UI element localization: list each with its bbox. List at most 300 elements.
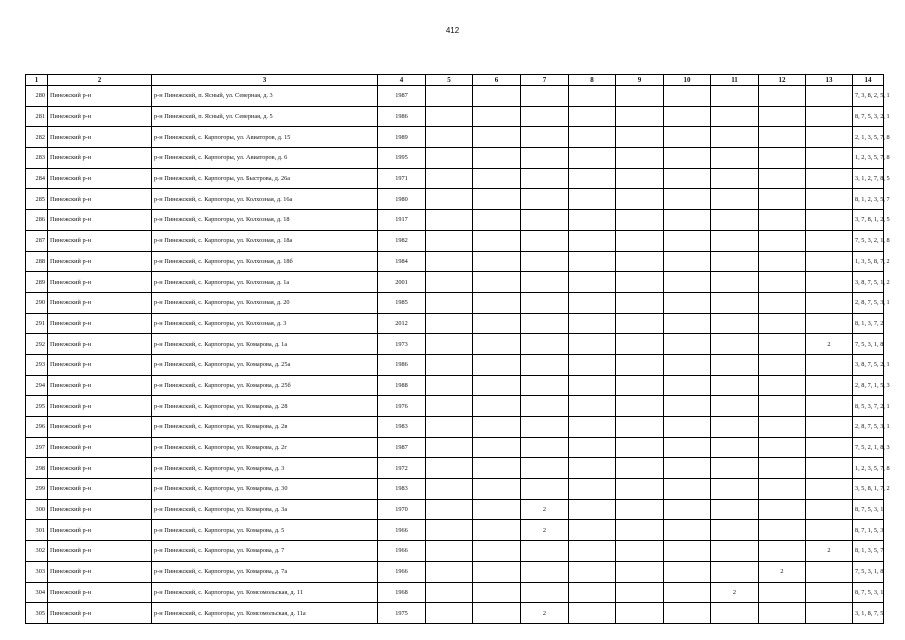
cell-col-5	[426, 520, 473, 541]
cell-col-8	[569, 210, 616, 231]
year-cell: 2012	[378, 313, 426, 334]
cell-col-11	[711, 458, 759, 479]
row-number-cell: 294	[26, 375, 48, 396]
cell-col-13	[806, 499, 853, 520]
cell-col-6	[473, 251, 521, 272]
cell-col-10	[664, 375, 711, 396]
cell-col-12	[759, 520, 806, 541]
cell-col-6	[473, 396, 521, 417]
cell-col-12	[759, 189, 806, 210]
row-number-cell: 284	[26, 168, 48, 189]
cell-col-6	[473, 561, 521, 582]
table-row	[26, 210, 884, 231]
cell-col-12: 2	[759, 561, 806, 582]
cell-col-9	[616, 148, 664, 169]
cell-col-7	[521, 417, 569, 438]
cell-col-11	[711, 230, 759, 251]
row-number-cell: 293	[26, 354, 48, 375]
district-cell: Пинежский р-н	[48, 210, 152, 231]
cell-col-13	[806, 479, 853, 500]
table-row	[26, 334, 884, 355]
cell-col-9	[616, 417, 664, 438]
cell-col-10	[664, 313, 711, 334]
cell-col-7	[521, 561, 569, 582]
table-row	[26, 86, 884, 107]
cell-col-9	[616, 541, 664, 562]
row-number-cell: 287	[26, 230, 48, 251]
cell-col-9	[616, 479, 664, 500]
cell-col-9	[616, 86, 664, 107]
cell-col-10	[664, 499, 711, 520]
cell-col-11	[711, 292, 759, 313]
cell-col-8	[569, 354, 616, 375]
cell-col-10	[664, 230, 711, 251]
cell-col-10	[664, 334, 711, 355]
cell-col-12	[759, 437, 806, 458]
cell-col-7	[521, 479, 569, 500]
row-number-cell: 291	[26, 313, 48, 334]
cell-col-13	[806, 292, 853, 313]
row-number-cell: 280	[26, 86, 48, 107]
cell-col-6	[473, 499, 521, 520]
cell-col-7	[521, 210, 569, 231]
cell-col-5	[426, 603, 473, 624]
district-cell: Пинежский р-н	[48, 375, 152, 396]
codes-cell: 8, 7, 5, 3, 2, 1	[853, 106, 884, 127]
cell-col-5	[426, 86, 473, 107]
cell-col-11	[711, 561, 759, 582]
table-row	[26, 499, 884, 520]
cell-col-9	[616, 437, 664, 458]
cell-col-9	[616, 582, 664, 603]
column-header-14: 14	[853, 75, 884, 86]
cell-col-10	[664, 437, 711, 458]
cell-col-13	[806, 437, 853, 458]
cell-col-7	[521, 437, 569, 458]
cell-col-12	[759, 458, 806, 479]
table-row	[26, 230, 884, 251]
cell-col-8	[569, 541, 616, 562]
cell-col-10	[664, 272, 711, 293]
address-cell: р-н Пинежский, п. Ясный, ул. Северная, д. 3	[152, 86, 378, 107]
cell-col-12	[759, 541, 806, 562]
table-row	[26, 148, 884, 169]
cell-col-7	[521, 148, 569, 169]
table-row	[26, 375, 884, 396]
cell-col-10	[664, 354, 711, 375]
cell-col-8	[569, 251, 616, 272]
cell-col-9	[616, 272, 664, 293]
cell-col-11	[711, 520, 759, 541]
year-cell: 1986	[378, 354, 426, 375]
cell-col-12	[759, 417, 806, 438]
cell-col-11	[711, 272, 759, 293]
cell-col-11	[711, 313, 759, 334]
year-cell: 1995	[378, 148, 426, 169]
cell-col-12	[759, 106, 806, 127]
row-number-cell: 283	[26, 148, 48, 169]
cell-col-13	[806, 603, 853, 624]
cell-col-11	[711, 210, 759, 231]
column-header-5: 5	[426, 75, 473, 86]
cell-col-8	[569, 520, 616, 541]
district-cell: Пинежский р-н	[48, 458, 152, 479]
cell-col-5	[426, 437, 473, 458]
cell-col-6	[473, 86, 521, 107]
cell-col-8	[569, 396, 616, 417]
cell-col-5	[426, 127, 473, 148]
cell-col-7: 2	[521, 603, 569, 624]
cell-col-13	[806, 313, 853, 334]
cell-col-5	[426, 479, 473, 500]
address-cell: р-н Пинежский, с. Карпогоры, ул. Колхозная, д. 18	[152, 210, 378, 231]
cell-col-8	[569, 86, 616, 107]
cell-col-13	[806, 396, 853, 417]
cell-col-13	[806, 106, 853, 127]
address-cell: р-н Пинежский, с. Карпогоры, ул. Комсомольская, д. 11	[152, 582, 378, 603]
cell-col-6	[473, 437, 521, 458]
cell-col-5	[426, 396, 473, 417]
cell-col-9	[616, 520, 664, 541]
cell-col-8	[569, 272, 616, 293]
address-cell: р-н Пинежский, с. Карпогоры, ул. Авиаторов, д. 6	[152, 148, 378, 169]
cell-col-10	[664, 541, 711, 562]
cell-col-9	[616, 168, 664, 189]
address-cell: р-н Пинежский, с. Карпогоры, ул. Колхозная, д. 18а	[152, 230, 378, 251]
codes-cell: 7, 5, 3, 2, 1, 8	[853, 230, 884, 251]
year-cell: 1987	[378, 437, 426, 458]
address-cell: р-н Пинежский, с. Карпогоры, ул. Комарова, д. 7	[152, 541, 378, 562]
cell-col-12	[759, 230, 806, 251]
cell-col-7	[521, 168, 569, 189]
row-number-cell: 290	[26, 292, 48, 313]
table-row	[26, 561, 884, 582]
address-cell: р-н Пинежский, с. Карпогоры, ул. Колхозная, д. 3	[152, 313, 378, 334]
cell-col-11	[711, 437, 759, 458]
cell-col-8	[569, 582, 616, 603]
cell-col-6	[473, 230, 521, 251]
district-cell: Пинежский р-н	[48, 417, 152, 438]
cell-col-13	[806, 561, 853, 582]
cell-col-8	[569, 127, 616, 148]
district-cell: Пинежский р-н	[48, 334, 152, 355]
column-header-3: 3	[152, 75, 378, 86]
codes-cell: 3, 7, 8, 1, 2, 5	[853, 210, 884, 231]
cell-col-6	[473, 479, 521, 500]
cell-col-5	[426, 417, 473, 438]
column-header-10: 10	[664, 75, 711, 86]
cell-col-5	[426, 582, 473, 603]
cell-col-10	[664, 479, 711, 500]
row-number-cell: 292	[26, 334, 48, 355]
cell-col-7: 2	[521, 499, 569, 520]
address-cell: р-н Пинежский, с. Карпогоры, ул. Авиаторов, д. 15	[152, 127, 378, 148]
cell-col-7	[521, 375, 569, 396]
year-cell: 1982	[378, 230, 426, 251]
cell-col-11	[711, 396, 759, 417]
year-cell: 1968	[378, 582, 426, 603]
cell-col-11: 2	[711, 582, 759, 603]
table-row	[26, 189, 884, 210]
cell-col-11	[711, 541, 759, 562]
cell-col-13	[806, 127, 853, 148]
cell-col-6	[473, 313, 521, 334]
year-cell: 1985	[378, 292, 426, 313]
cell-col-12	[759, 127, 806, 148]
cell-col-6	[473, 375, 521, 396]
year-cell: 1976	[378, 396, 426, 417]
row-number-cell: 281	[26, 106, 48, 127]
address-cell: р-н Пинежский, с. Карпогоры, ул. Колхозная, д. 16а	[152, 189, 378, 210]
table-row	[26, 313, 884, 334]
codes-cell: 2, 8, 7, 5, 3, 1	[853, 292, 884, 313]
column-header-7: 7	[521, 75, 569, 86]
row-number-cell: 285	[26, 189, 48, 210]
row-number-cell: 286	[26, 210, 48, 231]
cell-col-11	[711, 189, 759, 210]
row-number-cell: 304	[26, 582, 48, 603]
cell-col-7	[521, 334, 569, 355]
cell-col-5	[426, 334, 473, 355]
cell-col-10	[664, 148, 711, 169]
cell-col-6	[473, 334, 521, 355]
cell-col-6	[473, 106, 521, 127]
cell-col-12	[759, 313, 806, 334]
cell-col-13	[806, 189, 853, 210]
cell-col-13	[806, 210, 853, 231]
column-header-2: 2	[48, 75, 152, 86]
codes-cell: 2, 1, 3, 5, 7, 8	[853, 127, 884, 148]
cell-col-5	[426, 541, 473, 562]
cell-col-12	[759, 168, 806, 189]
address-cell: р-н Пинежский, с. Карпогоры, ул. Быстрова, д. 26а	[152, 168, 378, 189]
cell-col-8	[569, 313, 616, 334]
column-header-9: 9	[616, 75, 664, 86]
cell-col-9	[616, 292, 664, 313]
district-cell: Пинежский р-н	[48, 251, 152, 272]
codes-cell: 8, 7, 5, 3, 1	[853, 499, 884, 520]
cell-col-12	[759, 292, 806, 313]
codes-cell: 7, 5, 2, 1, 8, 3	[853, 437, 884, 458]
column-header-8: 8	[569, 75, 616, 86]
cell-col-13: 2	[806, 334, 853, 355]
row-number-cell: 282	[26, 127, 48, 148]
cell-col-6	[473, 189, 521, 210]
cell-col-5	[426, 292, 473, 313]
cell-col-11	[711, 354, 759, 375]
cell-col-9	[616, 189, 664, 210]
cell-col-6	[473, 603, 521, 624]
cell-col-7	[521, 313, 569, 334]
address-cell: р-н Пинежский, с. Карпогоры, ул. Комарова, д. 30	[152, 479, 378, 500]
cell-col-12	[759, 272, 806, 293]
cell-col-9	[616, 396, 664, 417]
address-cell: р-н Пинежский, с. Карпогоры, ул. Комарова, д. 1а	[152, 334, 378, 355]
year-cell: 1984	[378, 251, 426, 272]
cell-col-10	[664, 251, 711, 272]
address-cell: р-н Пинежский, с. Карпогоры, ул. Комарова, д. 5	[152, 520, 378, 541]
cell-col-10	[664, 417, 711, 438]
cell-col-12	[759, 354, 806, 375]
page-number: 412	[445, 26, 460, 35]
cell-col-11	[711, 499, 759, 520]
cell-col-12	[759, 334, 806, 355]
codes-cell: 7, 5, 3, 1, 8	[853, 334, 884, 355]
year-cell: 1971	[378, 168, 426, 189]
row-number-cell: 296	[26, 417, 48, 438]
address-cell: р-н Пинежский, с. Карпогоры, ул. Комарова, д. 28	[152, 396, 378, 417]
cell-col-5	[426, 313, 473, 334]
cell-col-11	[711, 86, 759, 107]
cell-col-5	[426, 499, 473, 520]
cell-col-5	[426, 272, 473, 293]
table-row	[26, 582, 884, 603]
address-cell: р-н Пинежский, с. Карпогоры, ул. Комарова, д. 2в	[152, 417, 378, 438]
cell-col-5	[426, 230, 473, 251]
year-cell: 1973	[378, 334, 426, 355]
address-cell: р-н Пинежский, с. Карпогоры, ул. Комарова, д. 25б	[152, 375, 378, 396]
codes-cell: 1, 2, 3, 5, 7, 8	[853, 148, 884, 169]
cell-col-5	[426, 148, 473, 169]
year-cell: 1980	[378, 189, 426, 210]
codes-cell: 7, 3, 8, 2, 5, 1	[853, 86, 884, 107]
cell-col-11	[711, 168, 759, 189]
address-cell: р-н Пинежский, с. Карпогоры, ул. Комарова, д. 3	[152, 458, 378, 479]
cell-col-12	[759, 603, 806, 624]
year-cell: 1986	[378, 106, 426, 127]
table-row	[26, 458, 884, 479]
codes-cell: 1, 3, 5, 8, 7, 2	[853, 251, 884, 272]
cell-col-5	[426, 375, 473, 396]
cell-col-12	[759, 148, 806, 169]
cell-col-6	[473, 417, 521, 438]
row-number-cell: 298	[26, 458, 48, 479]
cell-col-9	[616, 106, 664, 127]
table-row	[26, 479, 884, 500]
cell-col-8	[569, 106, 616, 127]
district-cell: Пинежский р-н	[48, 127, 152, 148]
district-cell: Пинежский р-н	[48, 230, 152, 251]
cell-col-10	[664, 582, 711, 603]
cell-col-11	[711, 603, 759, 624]
cell-col-6	[473, 541, 521, 562]
district-cell: Пинежский р-н	[48, 499, 152, 520]
cell-col-12	[759, 582, 806, 603]
cell-col-11	[711, 334, 759, 355]
cell-col-10	[664, 603, 711, 624]
cell-col-9	[616, 210, 664, 231]
cell-col-10	[664, 520, 711, 541]
year-cell: 1987	[378, 86, 426, 107]
cell-col-13	[806, 417, 853, 438]
cell-col-5	[426, 189, 473, 210]
address-cell: р-н Пинежский, с. Карпогоры, ул. Колхозная, д. 1а	[152, 272, 378, 293]
district-cell: Пинежский р-н	[48, 189, 152, 210]
cell-col-10	[664, 127, 711, 148]
table-row	[26, 603, 884, 624]
address-cell: р-н Пинежский, с. Карпогоры, ул. Комарова, д. 3а	[152, 499, 378, 520]
district-cell: Пинежский р-н	[48, 86, 152, 107]
codes-cell: 3, 8, 7, 5, 1, 2	[853, 272, 884, 293]
cell-col-6	[473, 148, 521, 169]
address-cell: р-н Пинежский, с. Карпогоры, ул. Колхозная, д. 20	[152, 292, 378, 313]
cell-col-8	[569, 417, 616, 438]
cell-col-8	[569, 334, 616, 355]
table-body	[26, 86, 890, 624]
cell-col-10	[664, 210, 711, 231]
cell-col-12	[759, 499, 806, 520]
cell-col-9	[616, 230, 664, 251]
cell-col-7	[521, 541, 569, 562]
cell-col-5	[426, 210, 473, 231]
year-cell: 1983	[378, 417, 426, 438]
cell-col-11	[711, 479, 759, 500]
cell-col-8	[569, 292, 616, 313]
cell-col-10	[664, 561, 711, 582]
cell-col-6	[473, 168, 521, 189]
cell-col-11	[711, 417, 759, 438]
cell-col-7: 2	[521, 520, 569, 541]
codes-cell: 3, 1, 8, 7, 5	[853, 603, 884, 624]
header-row	[26, 75, 884, 86]
cell-col-5	[426, 458, 473, 479]
cell-col-12	[759, 396, 806, 417]
cell-col-7	[521, 354, 569, 375]
address-cell: р-н Пинежский, с. Карпогоры, ул. Комарова, д. 2г	[152, 437, 378, 458]
row-number-cell: 297	[26, 437, 48, 458]
cell-col-10	[664, 396, 711, 417]
year-cell: 1989	[378, 127, 426, 148]
cell-col-13: 2	[806, 541, 853, 562]
row-number-cell: 305	[26, 603, 48, 624]
district-cell: Пинежский р-н	[48, 479, 152, 500]
district-cell: Пинежский р-н	[48, 313, 152, 334]
table-row	[26, 292, 884, 313]
address-cell: р-н Пинежский, с. Карпогоры, ул. Комсомольская, д. 11а	[152, 603, 378, 624]
table-row	[26, 541, 884, 562]
row-number-cell: 302	[26, 541, 48, 562]
cell-col-5	[426, 168, 473, 189]
cell-col-10	[664, 168, 711, 189]
cell-col-13	[806, 168, 853, 189]
cell-col-10	[664, 106, 711, 127]
year-cell: 1988	[378, 375, 426, 396]
cell-col-6	[473, 354, 521, 375]
year-cell: 1966	[378, 520, 426, 541]
district-cell: Пинежский р-н	[48, 292, 152, 313]
cell-col-8	[569, 561, 616, 582]
cell-col-13	[806, 375, 853, 396]
cell-col-8	[569, 479, 616, 500]
cell-col-12	[759, 210, 806, 231]
table-row	[26, 127, 884, 148]
district-cell: Пинежский р-н	[48, 354, 152, 375]
cell-col-13	[806, 354, 853, 375]
cell-col-5	[426, 106, 473, 127]
row-number-cell: 288	[26, 251, 48, 272]
cell-col-10	[664, 292, 711, 313]
cell-col-7	[521, 86, 569, 107]
table-row	[26, 354, 884, 375]
district-cell: Пинежский р-н	[48, 603, 152, 624]
codes-cell: 3, 5, 8, 1, 7, 2	[853, 479, 884, 500]
cell-col-8	[569, 499, 616, 520]
cell-col-8	[569, 189, 616, 210]
cell-col-9	[616, 458, 664, 479]
column-header-13: 13	[806, 75, 853, 86]
cell-col-11	[711, 127, 759, 148]
cell-col-11	[711, 375, 759, 396]
